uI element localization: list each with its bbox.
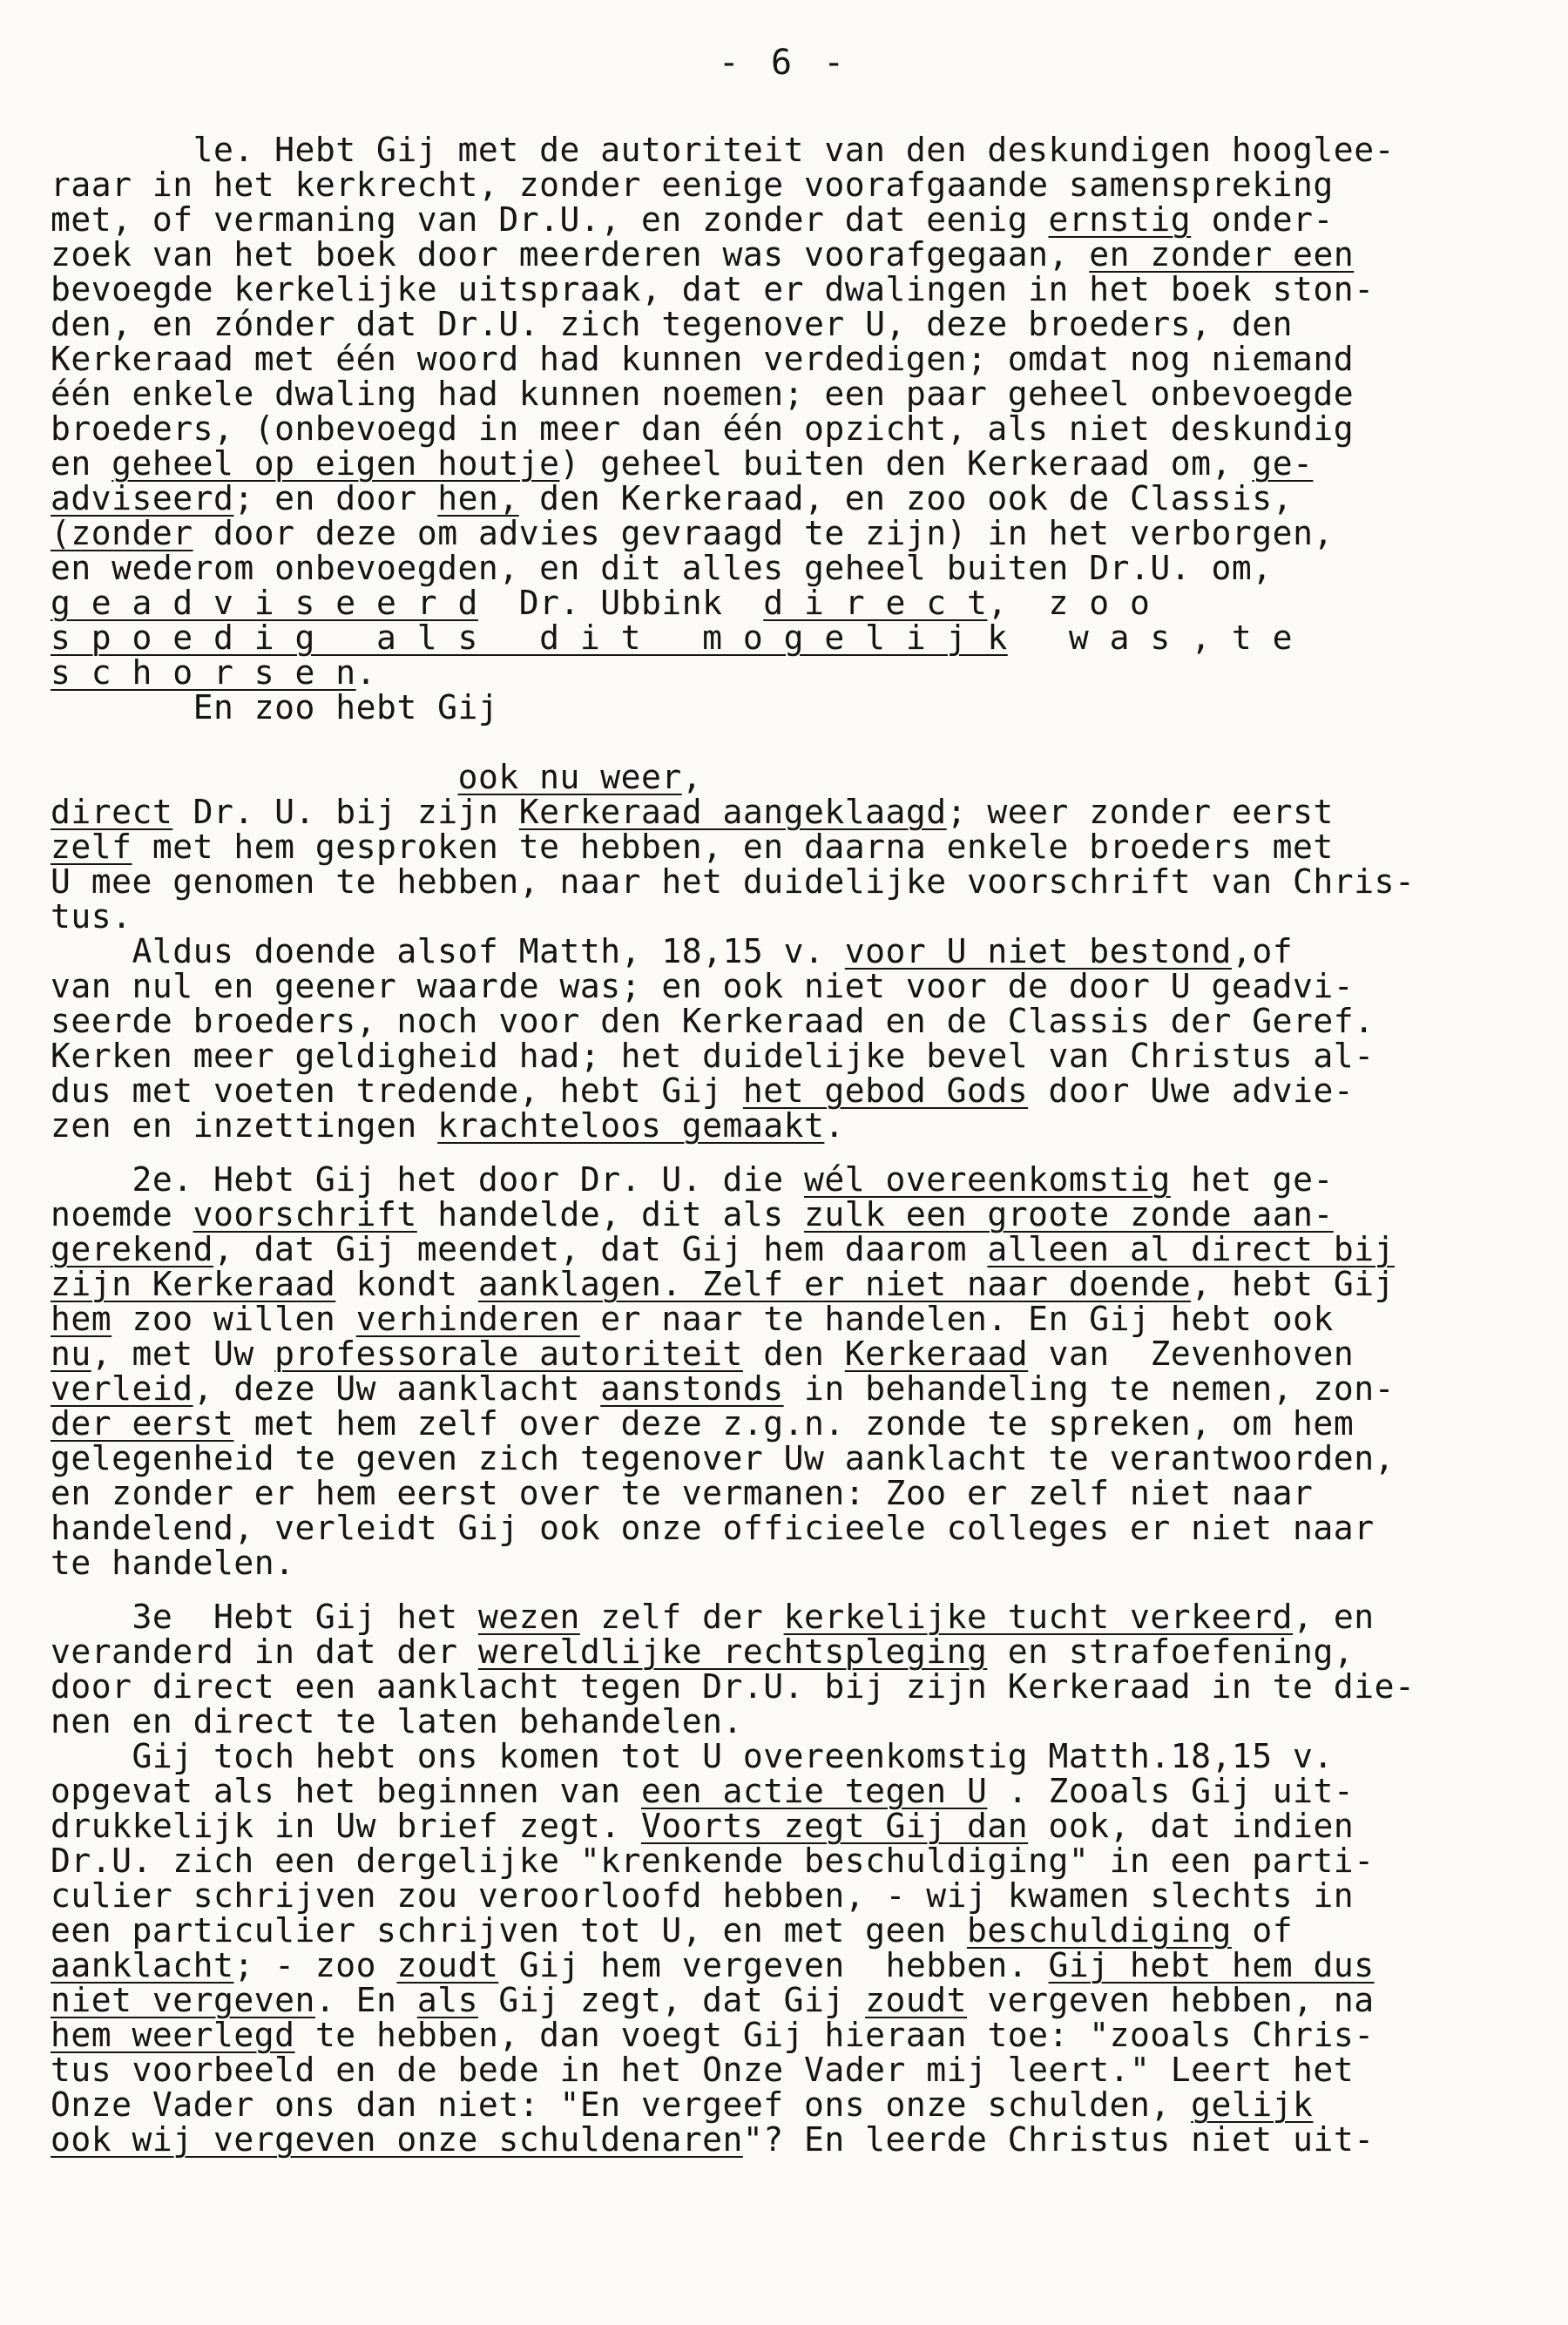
underlined-text: d i r e c t bbox=[763, 584, 988, 622]
text-line bbox=[51, 620, 1531, 655]
underlined-text: verhinderen bbox=[355, 1300, 580, 1338]
text-line bbox=[51, 516, 1531, 551]
text-run: noemde bbox=[51, 1195, 193, 1233]
underlined-text: professorale autoriteit bbox=[274, 1335, 743, 1373]
text-run: w a s , t e bbox=[1007, 618, 1294, 657]
text-run: bevoegde kerkelijke uitspraak, dat er dwalingen in het boek ston- bbox=[51, 270, 1375, 308]
text-run: handelde, dit als bbox=[416, 1195, 805, 1233]
text-line bbox=[51, 585, 1531, 620]
underlined-text: nu bbox=[51, 1335, 91, 1373]
underlined-text: een actie tegen U bbox=[640, 1772, 988, 1810]
underlined-text: g e a d v i s e e r d bbox=[51, 584, 478, 622]
text-run: culier schrijven zou veroorloofd hebben, - wij kwamen slechts in bbox=[51, 1876, 1355, 1915]
underlined-text: het gebod Gods bbox=[742, 1071, 1029, 1110]
text-run: er naar te handelen. En Gij hebt ook bbox=[579, 1300, 1334, 1338]
text-run: tus. bbox=[51, 897, 132, 936]
text-run: Gij toch hebt ons komen tot U overeenkomstig Matth.18,15 v. bbox=[51, 1737, 1334, 1775]
text-run: Dr. Ubbink bbox=[477, 584, 764, 622]
underlined-text: en zonder een bbox=[1089, 235, 1355, 274]
text-line bbox=[51, 1476, 1531, 1511]
text-line bbox=[51, 132, 1531, 167]
text-run: of bbox=[1231, 1911, 1294, 1950]
text-run: zoo willen bbox=[112, 1300, 356, 1338]
text-run: drukkelijk in Uw brief zegt. bbox=[51, 1807, 641, 1845]
text-line bbox=[51, 1739, 1531, 1774]
text-run: , bbox=[681, 758, 703, 796]
text-run: Gij zegt, dat Gij bbox=[477, 1981, 866, 2019]
underlined-text: ook wij vergeven onze schuldenaren bbox=[51, 2120, 743, 2159]
underlined-text: ge- bbox=[1252, 444, 1314, 483]
text-run: den Kerkeraad, en zoo ook de Classis, bbox=[518, 479, 1294, 517]
text-run: zoek van het boek door meerderen was voorafgegaan, bbox=[51, 235, 1090, 274]
text-line bbox=[51, 1267, 1531, 1301]
text-line bbox=[51, 1983, 1531, 2017]
text-run: en zonder er hem eerst over te vermanen: Zoo er zelf niet naar bbox=[51, 1474, 1314, 1512]
text-line bbox=[51, 2017, 1531, 2052]
underlined-text: alleen al direct bij bbox=[987, 1230, 1395, 1268]
text-run: . bbox=[824, 1106, 845, 1145]
text-line bbox=[51, 2087, 1531, 2122]
text-run: kondt bbox=[335, 1265, 478, 1303]
text-run: Onze Vader ons dan niet: "En vergeef ons onze schulden, bbox=[51, 2085, 1192, 2124]
text-run: Dr. U. bij zijn bbox=[172, 793, 519, 831]
underlined-text: Gij hebt hem dus bbox=[1048, 1946, 1375, 1984]
underlined-text: hem bbox=[51, 1300, 112, 1338]
underlined-text: kerkelijke tucht verkeerd bbox=[783, 1598, 1294, 1636]
text-run: zen en inzettingen bbox=[51, 1106, 438, 1145]
text-line bbox=[51, 1913, 1531, 1948]
underlined-text: niet vergeven bbox=[51, 1981, 315, 2019]
text-run: le. Hebt Gij met de autoriteit van den deskundigen hooglee- bbox=[51, 131, 1395, 169]
text-line bbox=[51, 1808, 1531, 1843]
text-line bbox=[51, 1634, 1531, 1669]
text-line bbox=[51, 167, 1531, 202]
text-line bbox=[51, 1371, 1531, 1406]
text-run: te hebben, dan voegt Gij hieraan toe: "zooals Chris- bbox=[294, 2016, 1375, 2054]
underlined-text: s c h o r s e n bbox=[51, 653, 356, 692]
underlined-text: voorschrift bbox=[193, 1195, 417, 1233]
text-run: ; weer zonder eerst bbox=[946, 793, 1334, 831]
text-line bbox=[51, 1948, 1531, 1983]
text-line bbox=[51, 725, 1531, 760]
underlined-text: Kerkeraad bbox=[844, 1335, 1029, 1373]
text-line bbox=[51, 655, 1531, 690]
text-line bbox=[51, 1108, 1531, 1143]
underlined-text: aanklagen. Zelf er niet naar doende bbox=[477, 1265, 1192, 1303]
text-run: het ge- bbox=[1170, 1160, 1334, 1199]
underlined-text: gerekend bbox=[51, 1230, 214, 1268]
text-run: . bbox=[355, 653, 377, 692]
text-run: , met Uw bbox=[91, 1335, 275, 1373]
text-run: met hem gesproken te hebben, en daarna enkele broeders met bbox=[132, 828, 1334, 866]
text-line bbox=[51, 1232, 1531, 1267]
text-run: een particulier schrijven tot U, en met geen bbox=[51, 1911, 968, 1950]
text-run: Dr.U. zich een dergelijke "krenkende beschuldiging" in een parti- bbox=[51, 1842, 1375, 1880]
text-line bbox=[51, 1511, 1531, 1545]
text-line bbox=[51, 1843, 1531, 1878]
underlined-text: aanstonds bbox=[600, 1369, 784, 1408]
text-run: seerde broeders, noch voor den Kerkeraad en de Classis der Geref. bbox=[51, 1002, 1375, 1040]
text-run: ; - zoo bbox=[233, 1946, 397, 1984]
underlined-text: wereldlijke rechtspleging bbox=[477, 1632, 988, 1671]
text-run: van nul en geener waarde was; en ook niet voor de door U geadvi- bbox=[51, 967, 1355, 1005]
text-run: handelend, verleidt Gij ook onze officieele colleges er niet naar bbox=[51, 1509, 1375, 1547]
underlined-text: zijn Kerkeraad bbox=[51, 1265, 336, 1303]
text-line bbox=[51, 272, 1531, 307]
underlined-text: zulk een groote zonde aan- bbox=[804, 1195, 1334, 1233]
text-run: , dat Gij meendet, dat Gij hem daarom bbox=[213, 1230, 988, 1268]
paragraph-gap bbox=[51, 1143, 1531, 1162]
underlined-text: voor U niet bestond bbox=[844, 932, 1232, 970]
underlined-text: wezen bbox=[477, 1598, 580, 1636]
text-line bbox=[51, 934, 1531, 969]
text-run: zelf der bbox=[579, 1598, 784, 1636]
text-run: opgevat als het beginnen van bbox=[51, 1772, 641, 1810]
text-line bbox=[51, 1038, 1531, 1073]
text-line bbox=[51, 1197, 1531, 1232]
text-run bbox=[51, 758, 458, 796]
text-run: . En bbox=[314, 1981, 417, 2019]
text-run: één enkele dwaling had kunnen noemen; een paar geheel onbevoegde bbox=[51, 375, 1355, 413]
text-line bbox=[51, 1406, 1531, 1441]
underlined-text: Kerkeraad aangeklaagd bbox=[518, 793, 947, 831]
text-line bbox=[51, 1162, 1531, 1197]
underlined-text: aanklacht bbox=[51, 1946, 234, 1984]
text-line bbox=[51, 2122, 1531, 2157]
text-line bbox=[51, 1878, 1531, 1913]
text-run: en bbox=[51, 444, 112, 483]
text-line bbox=[51, 446, 1531, 481]
underlined-text: (zonder bbox=[51, 514, 193, 552]
text-run: broeders, (onbevoegd in meer dan één opzicht, als niet deskundig bbox=[51, 409, 1355, 448]
underlined-text: zelf bbox=[51, 828, 132, 866]
letter-body bbox=[51, 132, 1531, 2157]
text-run: raar in het kerkrecht, zonder eenige voorafgaande samenspreking bbox=[51, 166, 1334, 204]
page-number: - 6 - bbox=[718, 43, 850, 83]
text-run: ; en door bbox=[233, 479, 438, 517]
underlined-text: hem weerlegd bbox=[51, 2016, 295, 2054]
text-run: Gij hem vergeven hebben. bbox=[498, 1946, 1049, 1984]
underlined-text: verleid bbox=[51, 1369, 193, 1408]
underlined-text: Voorts zegt Gij dan bbox=[640, 1807, 1029, 1845]
text-run: tus voorbeeld en de bede in het Onze Vader mij leert." Leert het bbox=[51, 2051, 1355, 2089]
underlined-text: direct bbox=[51, 793, 173, 831]
text-run: onder- bbox=[1191, 200, 1334, 239]
text-run: den, en zónder dat Dr.U. zich tegenover U, deze broeders, den bbox=[51, 305, 1294, 343]
underlined-text: geheel op eigen houtje bbox=[112, 444, 560, 483]
text-line bbox=[51, 307, 1531, 341]
underlined-text: adviseerd bbox=[51, 479, 234, 517]
text-run: door direct een aanklacht tegen Dr.U. bij zijn Kerkeraad in te die- bbox=[51, 1667, 1416, 1706]
text-line bbox=[51, 1073, 1531, 1108]
text-run: , deze Uw aanklacht bbox=[193, 1369, 601, 1408]
text-run: in behandeling te nemen, zon- bbox=[783, 1369, 1395, 1408]
underlined-text: ook nu weer bbox=[457, 758, 682, 796]
underlined-text: ernstig bbox=[1048, 200, 1192, 239]
text-line bbox=[51, 411, 1531, 446]
text-run: 2e. Hebt Gij het door Dr. U. die bbox=[51, 1160, 804, 1199]
text-line bbox=[51, 1301, 1531, 1336]
underlined-text: s p o e d i g a l s d i t m o g e l i j k bbox=[51, 618, 1008, 657]
text-run: . Zooals Gij uit- bbox=[987, 1772, 1355, 1810]
text-run: 3e Hebt Gij het bbox=[51, 1598, 478, 1636]
text-run: , z o o bbox=[987, 584, 1151, 622]
text-line bbox=[51, 794, 1531, 829]
text-run: vergeven hebben, na bbox=[967, 1981, 1375, 2019]
underlined-text: der eerst bbox=[51, 1404, 234, 1443]
text-run: En zoo hebt Gij bbox=[51, 688, 499, 727]
text-line bbox=[51, 1774, 1531, 1808]
text-run: Kerkeraad met één woord had kunnen verdedigen; omdat nog niemand bbox=[51, 340, 1355, 378]
underlined-text: beschuldiging bbox=[967, 1911, 1232, 1950]
text-line bbox=[51, 341, 1531, 376]
text-run: , en bbox=[1293, 1598, 1375, 1636]
text-line bbox=[51, 1004, 1531, 1038]
text-run: ook, dat indien bbox=[1028, 1807, 1355, 1845]
underlined-text: zoudt bbox=[396, 1946, 499, 1984]
text-line bbox=[51, 1441, 1531, 1476]
text-line bbox=[51, 864, 1531, 899]
text-run: , hebt Gij bbox=[1191, 1265, 1395, 1303]
text-line bbox=[51, 829, 1531, 864]
text-line bbox=[51, 1704, 1531, 1739]
underlined-text: als bbox=[416, 1981, 478, 2019]
text-line bbox=[51, 1336, 1531, 1371]
underlined-text: gelijk bbox=[1191, 2085, 1314, 2124]
text-run: door deze om advies gevraagd te zijn) in het verborgen, bbox=[193, 514, 1334, 552]
text-line bbox=[51, 899, 1531, 934]
text-line bbox=[51, 481, 1531, 516]
text-run: gelegenheid te geven zich tegenover Uw aanklacht te verantwoorden, bbox=[51, 1439, 1395, 1477]
text-run: Kerken meer geldigheid had; het duidelijke bevel van Christus al- bbox=[51, 1037, 1375, 1075]
text-run: "? En leerde Christus niet uit- bbox=[742, 2120, 1375, 2159]
text-run: den bbox=[742, 1335, 845, 1373]
text-run: U mee genomen te hebben, naar het duidelijke voorschrift van Chris- bbox=[51, 862, 1416, 901]
text-run: te handelen. bbox=[51, 1544, 295, 1582]
paragraph-gap bbox=[51, 1580, 1531, 1599]
text-line bbox=[51, 551, 1531, 585]
text-run: dus met voeten tredende, hebt Gij bbox=[51, 1071, 743, 1110]
text-line bbox=[51, 1669, 1531, 1704]
text-run: met hem zelf over deze z.g.n. zonde te spreken, om hem bbox=[233, 1404, 1355, 1443]
text-run: met, of vermaning van Dr.U., en zonder dat eenig bbox=[51, 200, 1049, 239]
underlined-text: krachteloos gemaakt bbox=[437, 1106, 825, 1145]
text-run: ) geheel buiten den Kerkeraad om, bbox=[559, 444, 1253, 483]
text-line bbox=[51, 237, 1531, 272]
text-line bbox=[51, 2052, 1531, 2087]
text-line bbox=[51, 1545, 1531, 1580]
text-line bbox=[51, 1599, 1531, 1634]
text-run: van Zevenhoven bbox=[1028, 1335, 1355, 1373]
text-line bbox=[51, 690, 1531, 725]
text-line bbox=[51, 969, 1531, 1004]
text-run: Aldus doende alsof Matth, 18,15 v. bbox=[51, 932, 845, 970]
text-run: veranderd in dat der bbox=[51, 1632, 478, 1671]
text-run: door Uwe advie- bbox=[1028, 1071, 1355, 1110]
underlined-text: wél overeenkomstig bbox=[803, 1160, 1171, 1199]
text-run: en wederom onbevoegden, en dit alles geheel buiten Dr.U. om, bbox=[51, 549, 1273, 587]
underlined-text: hen, bbox=[437, 479, 519, 517]
underlined-text: zoudt bbox=[865, 1981, 968, 2019]
text-line bbox=[51, 760, 1531, 794]
text-run: nen en direct te laten behandelen. bbox=[51, 1702, 743, 1740]
text-line bbox=[51, 202, 1531, 237]
text-run: ,of bbox=[1231, 932, 1294, 970]
text-run: en strafoefening, bbox=[987, 1632, 1355, 1671]
text-line bbox=[51, 376, 1531, 411]
